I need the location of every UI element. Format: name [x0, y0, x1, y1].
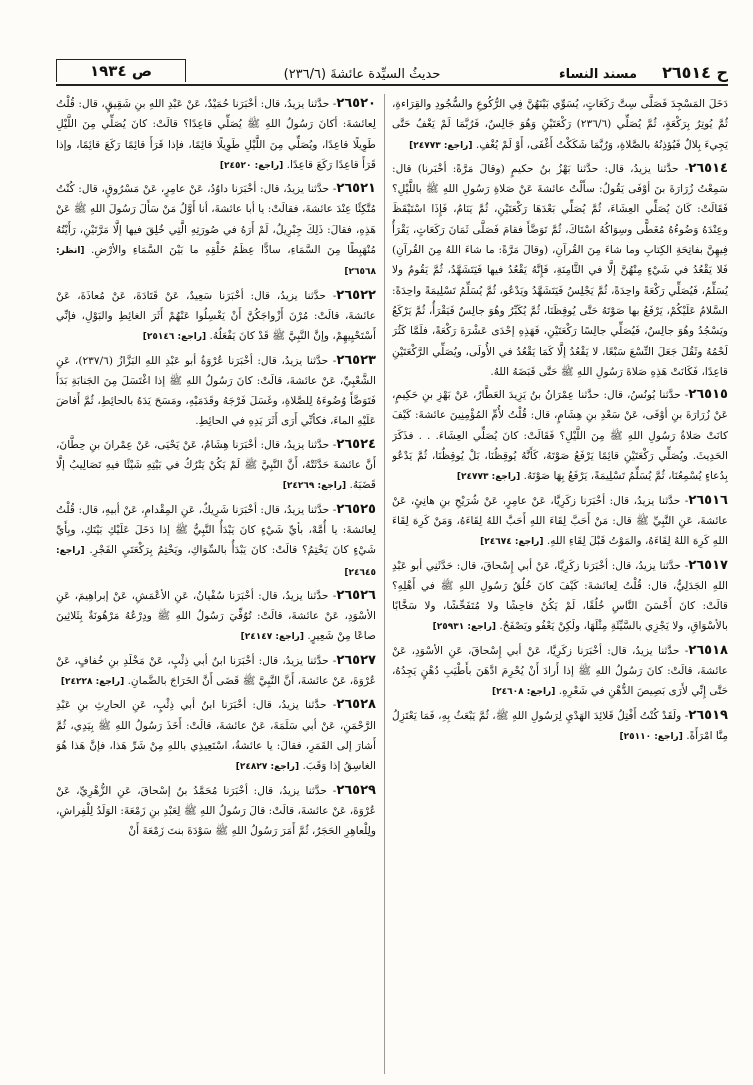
cross-reference: [راجع: ٢٤٥٢٠]	[219, 160, 284, 171]
hadith-number: ٢٦٥١٦	[688, 492, 728, 508]
hadith-entry	[392, 706, 728, 748]
cross-reference: [راجع: ٢٥١٤٦]	[142, 332, 207, 343]
cross-reference: [راجع: ٢٤٨٢٧]	[235, 762, 300, 773]
hadith-entry	[56, 286, 376, 348]
hadith-number: ٢٦٥٢٨	[336, 697, 376, 713]
hadith-text: - حدَّثنا يزيدُ، قال: أخْبَرَنا هِشَامٌ، عَنْ يَحْيَى، عَنْ عِمْرانَ بنِ حِطَّانَ، أَنَّ عائشةَ حَدَّثَتْهُ، أَنَّ النَّبِيَّ ﷺ لَمْ يَكُنْ يَتْرُكُ في بَيْتِهِ شَيْئًا فيهِ تَصَالِيبُ إلَّا قَضَبَهُ.	[56, 438, 376, 492]
hadith-number: ٢٦٥١٧	[688, 557, 728, 573]
hadith-text: - حدَّثنا يزيدُ، قال: أخْبَرَنا زكَرِيَّا، عَنْ أبي إِسْحاقَ، قال: حَدَّثَنِي أبو عَبْدِ اللهِ الجَدَلِيُّ، قال: قُلْتُ لِعائشةَ: كَيْفَ كانَ خُلُقُ رَسُولِ اللهِ ﷺ في أَهْلِهِ؟ قالَتْ: كانَ أَحْسَنَ النَّاسِ خُلُقًا، لَمْ يَكُنْ فاحِشًا ولا مُتَفَحِّشًا، ولا سَخَّابًا بالأسْوَاقِ، ولا يَجْزِي بالسَّيِّئَةِ مِثْلَهَا، ولَكِنْ يَعْفُو ويَصْفَحُ.	[392, 559, 728, 633]
hadith-number: ٢٦٥٢٣	[336, 352, 376, 368]
hadith-entry	[392, 641, 728, 703]
hadith-entry	[392, 491, 728, 553]
left-column	[56, 94, 376, 1079]
hadith-text: - ولَقَدْ كُنْتُ أَفْتِلُ قَلائِدَ الهَدْيِ لِرَسُولِ اللهِ ﷺ، ثُمَّ يَبْعَثُ بِهِ، فَمَا يَعْتَزِلُ مِنَّا امْرَأَةً.	[392, 709, 728, 742]
cross-reference: [راجع: ٢٥١١٠]	[619, 731, 683, 742]
cross-reference: [راجع: ٢٤١٤٧]	[240, 632, 304, 643]
hadith-entry	[392, 385, 728, 487]
hadith-entry	[56, 781, 376, 842]
hadith-number: ٢٦٥٢٤	[336, 436, 376, 452]
hadith-text: - حدَّثنا يزيدُ، قال: أخْبَرَنا ابنُ أبي ذِئْبٍ، عَنْ مَخْلَدِ بنِ خُفافٍ، عَنْ عُرْوَةَ، عَنْ عائشةَ، أَنَّ النَّبِيَّ ﷺ قَضَى أَنَّ الخَرَاجَ بالضَّمانِ.	[56, 654, 376, 688]
hadith-text: - حدَّثنا يزيدُ، قال: أخْبَرَنا سُفْيانُ، عَنِ الأعْمَشِ، عَنْ إبراهِيمَ، عَنِ الأسْوَدِ، عَنْ عائشةَ، قالَتْ: تُوُفِّيَ رَسُولُ اللهِ ﷺ ودِرْعُهُ مَرْهُونَةٌ بِثَلاثِينَ صاعًا مِنْ شَعِيرٍ.	[56, 589, 376, 643]
hadith-text: - حدَّثنا يُونُسُ، قال: حدَّثنا عِمْرَانُ بنُ يَزِيدَ العَطَّارُ، عَنْ بَهْزِ بنِ حَكِيمٍ، عَنْ زُرَارَةَ بنِ أوْفَى، عَنْ سَعْدِ بنِ هِشَامٍ، قال: قُلْتُ لأُمِّ المُؤْمِنِينَ عائشةَ: كَيْفَ كانَتْ صَلاةُ رَسُولِ اللهِ ﷺ مِنَ اللَّيْلِ؟ فَقَالَتْ: كانَ يُصَلِّي العِشَاءَ. . . فذَكَرَ الحَدِيثَ. ويُصَلِّي رَكْعَتَيْنِ قائِمًا يَرْفَعُ صَوْتَهُ، كَأَنَّهُ يُوقِظُنَا، بَلْ يُوقِظُنَا، ثُمَّ يَدْعُو بِدُعاءٍ يُسْمِعُنَا، ثُمَّ يُسَلِّمُ تَسْلِيمَةً، يَرْفَعُ بِهَا صَوْتَهُ.	[392, 389, 728, 483]
right-column	[392, 94, 728, 1079]
hadith-text: - حدَّثنا يزيدُ، قال: أخْبَرَنا شَرِيكٌ، عَنِ المِقْدامِ، عَنْ أبيهِ، قال: قُلْتُ لِعائشةَ: يا أُمَّهْ، بأيِّ شَيْءٍ كانَ يَبْدَأُ النَّبِيُّ ﷺ إذا دَخَلَ عَلَيْكِ بَيْتَكِ، وبِأَيِّ شَيْءٍ كانَ يَخْتِمُ؟ قالَتْ: كانَ يَبْدَأُ بالسِّوَاكِ، ويَخْتِمُ بِرَكْعَتَيِ الفَجْرِ.	[56, 503, 376, 557]
hadith-text: - حدَّثنا يزيدُ، قال: أخْبَرَنا سَعِيدٌ، عَنْ قَتَادَةَ، عَنْ مُعاذَةَ، عَنْ عائشةَ، قالَتْ: مُرْنَ أَزْواجَكُنَّ أَنْ يَغْسِلُوا عَنْهُمْ أَثَرَ الغائِطِ والبَوْلِ، فإنِّي أَسْتَحْيِيهِمْ، وإنَّ النَّبِيَّ ﷺ قَدْ كانَ يَفْعَلُهُ.	[56, 289, 376, 343]
hadith-number: ٢٦٥٢٥	[336, 501, 376, 517]
hadith-entry	[56, 586, 376, 648]
hadith-text: - حدَّثنا يزيدُ، قال: أخْبَرَنا زكَرِيَّا، عَنْ عامِرٍ، عَنْ شُرَيْحِ بنِ هانِئٍ، عَنْ عائشةَ، عَنِ النَّبِيِّ ﷺ قال: مَنْ أَحَبَّ لِقَاءَ اللهِ أَحَبَّ اللهُ لِقَاءَهُ، وَمَنْ كَرِهَ لِقَاءَ اللهِ كَرِهَ اللهُ لِقَاءَهُ، والمَوْتُ قَبْلَ لِقَاءِ اللهِ.	[392, 494, 728, 548]
hadith-number: ٢٦٥٢٩	[336, 782, 376, 798]
cross-reference: [راجع: ٢٤٦٤٥]	[56, 546, 376, 578]
cross-reference: [راجع: ٢٤٦٧٤]	[480, 537, 544, 548]
hadith-entry	[56, 351, 376, 432]
hadith-text: - حدَّثنا يزيدُ، قال: أخْبَرَنا داوُدُ، عَنْ عامِرٍ، عَنْ مَسْرُوقٍ، قال: كُنْتُ مُتَّكِئًا عِنْدَ عائشةَ، فقالَتْ: يا أبا عائشةَ، أنا أَوَّلُ مَنْ سَأَلَ رَسُولَ اللهِ ﷺ عَنْ هَذِهِ، فقالَ: ذَلِكَ جِبْرِيلُ، لَمْ أَرَهُ في صُورَتِهِ الَّتِي خُلِقَ فيها إلَّا مَرَّتَيْنِ، رَأَيْتُهُ مُنْهَبِطًا مِنَ السَّمَاءِ، سادًّا عِظَمُ خَلْقِهِ ما بَيْنَ السَّمَاءِ والأرْضِ.	[56, 183, 376, 257]
hadith-entry	[56, 435, 376, 497]
hadith-number: ٢٦٥١٨	[688, 642, 728, 658]
cross-reference: [راجع: ٢٥٩٣١]	[432, 622, 497, 633]
chapter-title: حديثُ السيِّدة عائشةَ (٢٣٦/٦)	[283, 67, 441, 82]
hadith-entry	[56, 651, 376, 693]
hadith-number: ٢٦٥١٤	[688, 160, 728, 176]
hadith-text: - حدَّثنا يزيدُ، قال: أخْبَرَنا مُحَمَّدُ بنُ إسْحاقَ، عَنِ الزُّهْرِيِّ، عَنْ عُرْوَةَ، عَنْ عائشةَ، قالَتْ: قالَ رَسُولُ اللهِ ﷺ لِعَبْدِ بنِ زَمْعَةَ: الوَلَدُ لِلْفِراشِ، ولِلْعاهِرِ الحَجَرُ، ثُمَّ أَمَرَ رَسُولُ اللهِ ﷺ سَوْدَةَ بنتَ زَمْعَةَ أَنْ	[56, 784, 376, 838]
hadith-entry	[392, 556, 728, 638]
cross-reference: [راجع: ٢٤٢٢٨]	[60, 677, 125, 688]
hadith-entry	[56, 500, 376, 583]
hadith-number: ٢٦٥١٥	[688, 387, 728, 403]
cross-reference: [انظر: ٢٦٥٦٨]	[56, 246, 376, 278]
cross-reference: [راجع: ٢٤٧٧٣]	[456, 472, 521, 483]
hadith-range: ح ٢٦٥١٤	[662, 63, 728, 82]
running-header	[56, 58, 728, 86]
hadith-number: ٢٦٥٢٧	[336, 652, 376, 668]
hadith-entry	[56, 695, 376, 777]
column-divider	[384, 94, 385, 1074]
hadith-continuation	[392, 94, 728, 156]
cross-reference: [راجع: ٢٤٧٧٣]	[409, 140, 473, 151]
cross-reference: [راجع: ٢٤٢٦٩]	[282, 481, 347, 492]
page-number: ص ١٩٣٤	[56, 59, 186, 82]
cross-reference: [راجع: ٢٤٦٠٨]	[491, 687, 556, 698]
hadith-text: دَخَلَ المَسْجِدَ فَصَلَّى سِتَّ رَكَعَاتٍ، يُسَوِّي بَيْنَهُنَّ فِي الرُّكُوعِ والسُّجُودِ والقِرَاءةِ، ثُمَّ يُوتِرُ بِرَكْعَةٍ، ثُمَّ يُصَلِّي (٢٣٦/٦) رَكْعَتَيْنِ وَهُوَ جَالِسٌ، فَرُبَّمَا لَمْ يَغْفُ حَتَّى يَجِيءَ بِلالٌ فَيُؤذِنُهُ بالصَّلاةِ، وَرُبَّمَا شَكَكْتُ أَغْفَى، أَوْ لَمْ يُغْفِ.	[392, 98, 728, 151]
hadith-text: - حدَّثنا يزيدُ، قال: أخْبَرَنا ابنُ أبي ذِئْبٍ، عَنِ الحارِثِ بنِ عَبْدِ الرَّحْمَنِ، عَنْ أبي سَلَمَةَ، عَنْ عائشةَ، قالَتْ: أَخَذَ رَسُولُ اللهِ ﷺ بِيَدِي، ثُمَّ أَشارَ إلى القَمَرِ، فقالَ: يا عائشةُ، اسْتَعِيذِي باللهِ مِنْ شَرِّ هَذا، فإنَّ هَذا هُوَ الغاسِقُ إذا وَقَبَ.	[56, 699, 376, 773]
hadith-number: ٢٦٥٢٠	[336, 96, 376, 111]
hadith-text: - حدَّثنا يزيدُ، قال: أخْبَرَنا زكَرِيَّا، عَنْ أبي إِسْحاقَ، عَنِ الأسْوَدِ، عَنْ عائشةَ، قالَتْ: كانَ رَسُولُ اللهِ ﷺ إذا أَرادَ أَنْ يُحْرِمَ ادَّهَنَ بأَطْيَبِ دُهْنٍ يَجِدُهُ، حَتَّى إِنِّي لأَرَى بَصِيصَ الدُّهْنِ في شَعْرِهِ.	[392, 644, 728, 698]
hadith-text: - حدَّثنا يزيدُ، قال: حدَّثنا بَهْزُ بنُ حكيمٍ (وقالَ مَرَّةً: أخْبَرنا) قال: سَمِعْتُ زُرَارَةَ بنَ أوْفَى يَقُولُ: سأَلْتُ عائشةَ عَنْ صَلاةِ رَسُولِ اللهِ ﷺ باللَّيْلِ؟ فَقَالَتْ: كَانَ يُصَلِّي العِشَاءَ، ثُمَّ يُصَلِّي بَعْدَهَا رَكْعَتَيْنِ، ثُمَّ يَنَامُ، فَإِذَا اسْتَيْقَظَ وعِنْدَهُ وَضُوءُهُ مُغَطًّى وسِوَاكُهُ اسْتَاكَ، ثُمَّ تَوَضَّأَ فقامَ فَصَلَّى ثَمَانَ رَكَعَاتٍ، يَقْرَأُ فِيهِنَّ بفاتِحَةِ الكِتابِ وما شاءَ مِنَ القُرآنِ، (وقالَ مَرَّةً: ما شاءَ اللهُ مِنَ القُرآنِ) فَلا يَقْعُدُ في شَيْءٍ مِنْهُنَّ إلَّا في الثَّامِنَةِ، فَإِنَّهُ يَقْعُدُ فيها فَيَتَشَهَّدُ، ثُمَّ يَقُومُ ولا يُسَلِّمُ، فَيُصَلِّي رَكْعَةً واحِدَةً، ثُمَّ يَجْلِسُ فَيَتَشَهَّدُ ويَدْعُو، ثُمَّ يُسَلِّمُ تَسْلِيمَةً واحِدَةً: السَّلامُ عَلَيْكُمْ، يَرْفَعُ بها صَوْتَهُ حَتَّى يُوقِظَنَا، ثُمَّ يُكَبِّرُ وهُوَ جالِسٌ فَيَقْرَأُ، ثُمَّ يَرْكَعُ ويَسْجُدُ وهُوَ جالِسٌ، فَيُصَلِّي جالِسًا رَكْعَتَيْنِ، فَهَذِهِ إحْدَى عَشْرَةَ رَكْعَةً، فلَمَّا كَثُرَ لَحْمُهُ وثَقُلَ جَعَلَ التِّسْعَ سَبْعًا، لا يَقْعُدُ إلَّا كَمَا يَقْعُدُ في الأُولَى، ويُصَلِّي الرَّكْعَتَيْنِ قاعِدًا، فَكَانَتْ هَذِهِ صَلاةَ رَسُولِ اللهِ ﷺ حَتَّى قَبَضَهُ اللهُ.	[392, 162, 728, 378]
hadith-entry	[56, 179, 376, 282]
hadith-number: ٢٦٥٢٢	[336, 287, 376, 303]
hadith-text: - حدَّثنا يزيدُ، قال: أخْبَرَنا حُمَيْدٌ، عَنْ عَبْدِ اللهِ بنِ شَقِيقٍ، قال: قُلْتُ لِعائشةَ: أكانَ رَسُولُ اللهِ ﷺ يُصَلِّي قاعِدًا؟ قالَتْ: كانَ يُصَلِّي مِنَ اللَّيْلِ طَوِيلًا قاعِدًا، ويُصَلِّي مِنَ اللَّيْلِ طَوِيلًا قائِمًا، فإذا قَرَأَ قائِمًا رَكَعَ قائِمًا، وإذا قَرَأَ قاعِدًا رَكَعَ قاعِدًا.	[56, 98, 376, 171]
hadith-number: ٢٦٥٢٦	[336, 587, 376, 603]
hadith-entry	[56, 94, 376, 176]
hadith-text: - حدَّثنا يزيدُ، قال: أخْبَرَنا عُرْوَةُ أبو عَبْدِ اللهِ البَزَّازُ (٢٣٧/٦)، عَنِ الشَّعْبِيِّ، عَنْ عائشةَ، قالَتْ: كانَ رَسُولُ اللهِ ﷺ إذا اغْتَسَلَ مِنَ الجَنابَةِ بَدَأَ فَتَوَضَّأَ وُضُوءَهُ لِلصَّلاةِ، وغَسَلَ فَرْجَهُ وقَدَمَيْهِ، ومَسَحَ يَدَهُ بالحائِطِ، ثُمَّ أَفاضَ عَلَيْهِ الماءَ، فكأنِّي أَرَى أَثَرَ يَدِهِ في الحائِطِ.	[56, 354, 376, 428]
hadith-number: ٢٦٥١٩	[688, 707, 728, 723]
book-title: مسند النساء	[558, 67, 638, 82]
hadith-entry	[392, 159, 728, 382]
hadith-number: ٢٦٥٢١	[336, 181, 376, 197]
